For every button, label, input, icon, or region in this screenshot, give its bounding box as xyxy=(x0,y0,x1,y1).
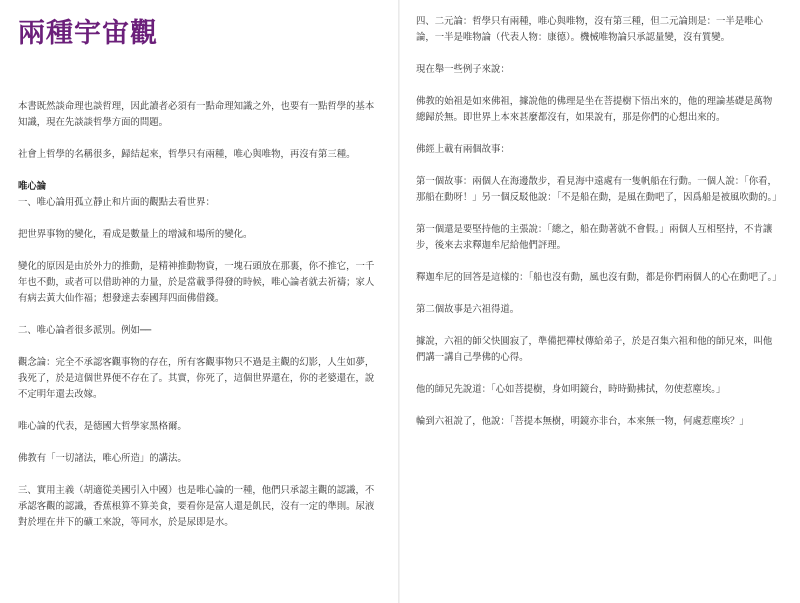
paragraph: 觀念論：完全不承認客觀事物的存在，所有客觀事物只不過是主觀的幻影，人生如夢，我死了，於是這個世界便不存在了。其實，你死了，這個世界還在，你的老婆還在，說不定明年還去改嫁。 xyxy=(18,357,375,400)
right-page xyxy=(400,0,800,603)
paragraph: 佛教的始祖是如來佛祖，據說他的佛理是坐在菩提樹下悟出來的，他的理論基礎是萬物總歸於無。即世界上本來甚麼都沒有，如果說有，那是你們的心想出來的。 xyxy=(416,96,773,123)
paragraph: 佛教有「一切諸法，唯心所造」的講法。 xyxy=(18,453,187,464)
paragraph: 他的師兄先說道：「心如菩提樹，身如明鏡台，時時勤拂拭，勿使惹塵埃。」 xyxy=(416,384,726,395)
paragraph: 現在舉一些例子來說： xyxy=(416,64,510,75)
paragraph: 本書既然談命理也談哲理，因此讀者必須有一點命理知識之外，也要有一點哲學的基本知識，現在先談談哲學方面的問題。 xyxy=(18,101,375,128)
paragraph: 唯心論的代表，是德國大哲學家黑格爾。 xyxy=(18,421,187,432)
paragraph: 釋迦牟尼的回答是這樣的：「船也沒有動，風也沒有動，都是你們兩個人的心在動吧了。」 xyxy=(416,272,782,283)
paragraph: 社會上哲學的名稱很多，歸結起來，哲學只有兩種，唯心與唯物，再沒有第三種。 xyxy=(18,149,356,160)
left-page xyxy=(0,0,399,603)
chapter-title: 兩種宇宙觀 xyxy=(18,18,158,49)
paragraph: 據說，六祖的師父快圓寂了，準備把禪杖傳給弟子，於是召集六祖和他的師兄來，叫他們講一講自己學佛的心得。 xyxy=(416,336,773,363)
paragraph: 把世界事物的變化，看成是數量上的增減和場所的變化。 xyxy=(18,229,253,240)
paragraph: 四、二元論：哲學只有兩種，唯心與唯物，沒有第三種，但二元論則是：一半是唯心論，一半是唯物論（代表人物：康德）。機械唯物論只承認量變，沒有質變。 xyxy=(416,16,763,43)
paragraph: 佛經上載有兩個故事： xyxy=(416,144,510,155)
paragraph: 第一個還是要堅持他的主張說：「總之，船在動著就不會假。」兩個人互相堅持，不肯讓步，後來去求釋迦牟尼給他們評理。 xyxy=(416,224,773,251)
paragraph: 二、唯心論者很多派別。例如── xyxy=(18,325,152,336)
section-heading: 唯心論 xyxy=(18,181,47,192)
paragraph: 三、實用主義（胡適從美國引入中國）也是唯心論的一種，他們只承認主觀的認識，不承認客觀的認識，香蕉根算不算美食，要看你是富人還是飢民，沒有一定的準則。尿液對於埋在井下的礦工來說，等同水，於是尿即是水。 xyxy=(18,485,375,528)
paragraph: 一、唯心論用孤立靜止和片面的觀點去看世界： xyxy=(18,197,215,208)
paragraph: 第一個故事：兩個人在海邊散步，看見海中遠處有一隻帆船在行動。一個人說：「你看，那船在動呀！」另一個反駁他說：「不是船在動，是風在動吧了，因爲船是被風吹動的。」 xyxy=(416,176,782,203)
paragraph: 變化的原因是由於外力的推動，是精神推動物資，一塊石頭放在那裏，你不推它，一千年也不動，或者可以借助神的力量，於是當載爭得發的時候，唯心論者就去祈禱；家人有病去黃大仙作福；想發達去泰國拜四面佛借錢。 xyxy=(18,261,375,304)
paragraph: 輪到六祖說了，他說：「菩提本無樹，明鏡亦非台，本來無一物，何處惹塵埃？」 xyxy=(416,416,749,427)
paragraph: 第二個故事是六祖得道。 xyxy=(416,304,520,315)
